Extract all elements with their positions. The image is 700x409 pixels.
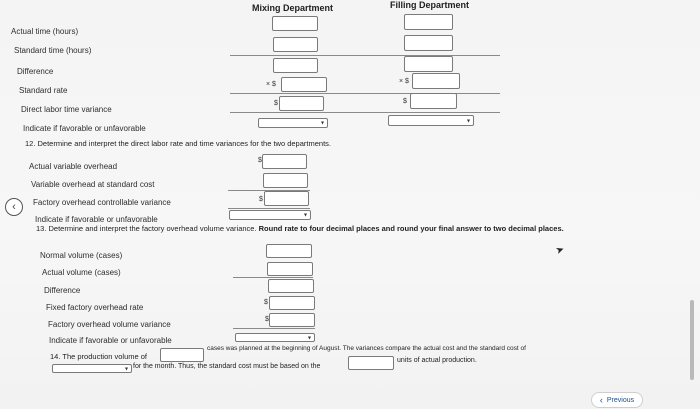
controllable-variance-dollar: $ <box>259 196 263 203</box>
actual-volume-input[interactable] <box>267 262 313 276</box>
previous-label: Previous <box>606 396 635 404</box>
actual-volume-label: Actual volume (cases) <box>42 268 121 277</box>
mixing-standard-rate-input[interactable] <box>281 77 327 92</box>
question-12-text: 12. Determine and interpret the direct labor rate and time variances for the two departments. <box>25 139 331 148</box>
difference-label: Difference <box>17 67 54 76</box>
volume-difference-label: Difference <box>44 286 81 295</box>
mixing-favorable-select[interactable] <box>258 118 328 128</box>
mixing-variance-dollar: $ <box>274 100 278 107</box>
volume-difference-input[interactable] <box>268 279 314 293</box>
mixing-actual-time-input[interactable] <box>272 16 318 31</box>
actual-overhead-dollar: $ <box>258 157 262 164</box>
actual-time-label: Actual time (hours) <box>11 27 79 36</box>
mixing-standard-time-input[interactable] <box>273 37 318 52</box>
overhead-favorable-select[interactable] <box>229 210 311 220</box>
filling-standard-rate-input[interactable] <box>412 73 460 89</box>
question-14-part2: cases was planned at the beginning of August. The variances compare the actual cost and the standard cost of <box>207 345 526 352</box>
standard-rate-label: Standard rate <box>19 86 68 95</box>
filling-labor-variance-input[interactable] <box>410 93 457 109</box>
filling-actual-time-input[interactable] <box>404 14 453 30</box>
normal-volume-label: Normal volume (cases) <box>40 251 123 260</box>
variable-overhead-standard-label: Variable overhead at standard cost <box>31 180 155 189</box>
labor-time-variance-label: Direct labor time variance <box>21 105 112 114</box>
filling-favorable-select[interactable] <box>388 115 474 126</box>
labor-indicate-label: Indicate if favorable or unfavorable <box>23 124 146 133</box>
volume-variance-dollar: $ <box>265 316 269 323</box>
controllable-variance-label: Factory overhead controllable variance <box>33 198 171 207</box>
mixing-difference-input[interactable] <box>273 58 318 73</box>
controllable-variance-input[interactable] <box>264 191 309 206</box>
fixed-overhead-rate-label: Fixed factory overhead rate <box>46 303 144 312</box>
mixing-labor-variance-input[interactable] <box>279 96 324 111</box>
actual-production-input[interactable] <box>348 356 394 370</box>
question-14-part1: 14. The production volume of <box>50 352 148 361</box>
fixed-rate-dollar: $ <box>264 299 268 306</box>
fixed-overhead-rate-input[interactable] <box>269 296 315 310</box>
labor-total-line <box>230 112 500 113</box>
filling-times-dollar: × $ <box>399 78 409 85</box>
volume-total-line <box>233 328 315 329</box>
filling-department-header: Filling Department <box>390 0 470 10</box>
planned-volume-input[interactable] <box>160 348 204 362</box>
cost-basis-select[interactable] <box>52 364 132 373</box>
question-13-prompt: 13. Determine and interpret the factory overhead volume variance. <box>36 224 257 233</box>
volume-variance-input[interactable] <box>269 313 315 327</box>
variable-overhead-standard-input[interactable] <box>263 173 308 188</box>
overhead-total-line <box>228 208 310 209</box>
labor-rate-line <box>230 93 500 94</box>
mixing-times-dollar: × $ <box>266 81 276 88</box>
chevron-left-icon: ‹ <box>12 201 16 213</box>
filling-difference-input[interactable] <box>404 56 453 72</box>
actual-variable-overhead-label: Actual variable overhead <box>29 162 118 171</box>
overhead-indicate-label: Indicate if favorable or unfavorable <box>35 215 158 224</box>
previous-button[interactable] <box>591 392 643 408</box>
volume-favorable-select[interactable] <box>235 333 315 342</box>
question-13-rounding-note: Round rate to four decimal places and round your final answer to two decimal places. <box>258 224 564 233</box>
volume-indicate-label: Indicate if favorable or unfavorable <box>49 336 172 345</box>
chevron-down-icon: ▾ <box>124 366 128 372</box>
volume-subtotal-line <box>233 277 313 278</box>
back-arrow-button[interactable] <box>5 198 23 216</box>
volume-variance-label: Factory overhead volume variance <box>48 320 171 329</box>
normal-volume-input[interactable] <box>266 244 312 258</box>
mixing-department-header: Mixing Department <box>252 3 334 13</box>
chevron-down-icon: ▾ <box>307 335 311 341</box>
vertical-scrollbar[interactable] <box>690 300 694 380</box>
filling-standard-time-input[interactable] <box>404 35 453 51</box>
question-14-part3: for the month. Thus, the standard cost must be based on the <box>133 363 321 370</box>
question-14-part4: units of actual production. <box>397 357 477 364</box>
mouse-cursor-icon: ➤ <box>554 243 567 258</box>
actual-variable-overhead-input[interactable] <box>262 154 307 169</box>
chevron-down-icon: ▾ <box>303 212 307 219</box>
chevron-down-icon: ▾ <box>320 120 324 127</box>
labor-subtotal-line <box>230 55 500 56</box>
filling-variance-dollar: $ <box>403 98 407 105</box>
chevron-down-icon: ▾ <box>466 118 470 124</box>
standard-time-label: Standard time (hours) <box>14 46 92 55</box>
question-13-text <box>36 224 564 233</box>
chevron-left-icon: ‹ <box>599 395 603 405</box>
